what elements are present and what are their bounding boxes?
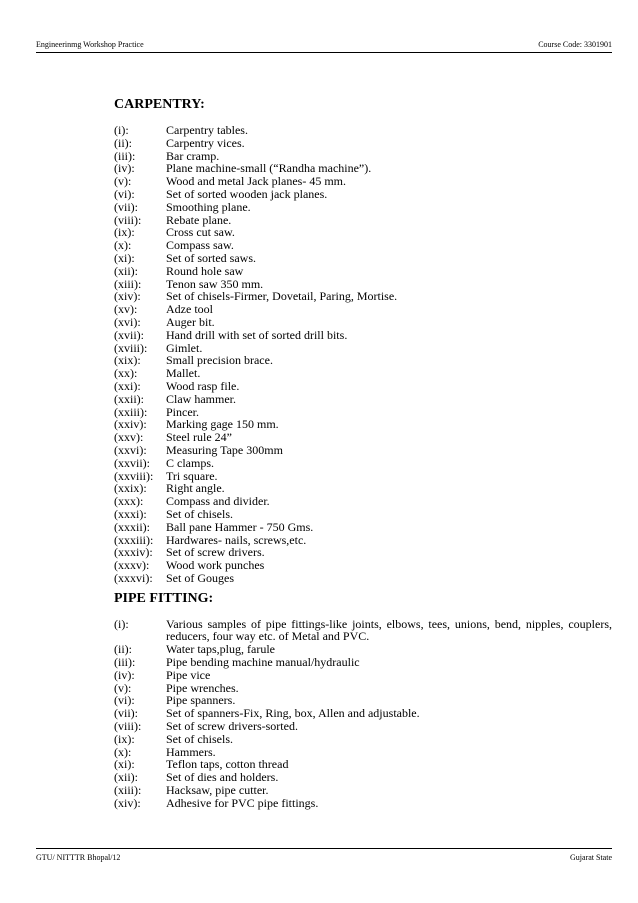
item-text: Mallet. — [166, 366, 201, 381]
item-text: Hardwares- nails, screws,etc. — [166, 532, 307, 547]
list-item — [114, 124, 612, 137]
list-item — [114, 656, 612, 669]
item-text: Set of sorted wooden jack planes. — [166, 186, 328, 201]
list-item — [114, 669, 612, 682]
item-number: (xiii): — [114, 783, 142, 798]
item-text: Various samples of pipe fittings-like joints, elbows, tees, unions, bend, nipples, couplers, reducers, four way etc. of Metal and PVC. — [166, 616, 612, 644]
pipe-fitting-list — [114, 618, 612, 810]
item-text: Hacksaw, pipe cutter. — [166, 783, 269, 798]
page-footer — [36, 853, 612, 862]
header-divider — [36, 52, 612, 53]
item-number: (ii): — [114, 642, 132, 657]
item-number: (xv): — [114, 302, 138, 317]
item-text: Measuring Tape 300mm — [166, 442, 283, 457]
list-item — [114, 393, 612, 406]
item-text: Wood rasp file. — [166, 378, 240, 393]
item-text: Marking gage 150 mm. — [166, 417, 279, 432]
list-item — [114, 252, 612, 265]
item-text: Set of screw drivers. — [166, 545, 265, 560]
item-number: (iv): — [114, 161, 135, 176]
list-item — [114, 380, 612, 393]
item-text: C clamps. — [166, 455, 214, 470]
item-text: Pipe bending machine manual/hydraulic — [166, 655, 360, 670]
list-item — [114, 495, 612, 508]
item-text: Set of screw drivers-sorted. — [166, 719, 298, 734]
item-number: (v): — [114, 680, 132, 695]
item-text: Pipe wrenches. — [166, 680, 239, 695]
list-item — [114, 521, 612, 534]
item-text: Right angle. — [166, 481, 225, 496]
course-code: Course Code: 3301901 — [538, 40, 612, 49]
item-number: (xxvii): — [114, 455, 150, 470]
item-number: (xxxv): — [114, 558, 150, 573]
item-number: (xxxiii): — [114, 532, 154, 547]
list-item — [114, 572, 612, 585]
item-text: Pipe vice — [166, 667, 211, 682]
document-body — [114, 97, 612, 810]
item-text: Round hole saw — [166, 263, 244, 278]
list-item — [114, 733, 612, 746]
item-number: (xxxiv): — [114, 545, 153, 560]
footer-institution: GTU/ NITTTR Bhopal/12 — [36, 853, 121, 862]
item-text: Plane machine-small (“Randha machine”). — [166, 161, 372, 176]
item-text: Carpentry tables. — [166, 123, 248, 137]
item-number: (xiv): — [114, 289, 141, 304]
section-title-pipe-fitting: PIPE FITTING: — [114, 590, 214, 606]
item-text: Adze tool — [166, 302, 213, 317]
item-text: Adhesive for PVC pipe fittings. — [166, 795, 319, 810]
list-item — [114, 797, 612, 810]
item-text: Wood work punches — [166, 558, 265, 573]
item-text: Gimlet. — [166, 340, 203, 355]
item-text: Tenon saw 350 mm. — [166, 276, 264, 291]
item-number: (xxxvi): — [114, 570, 153, 585]
item-text: Claw hammer. — [166, 391, 236, 406]
item-number: (iii): — [114, 655, 136, 670]
item-text: Pipe spanners. — [166, 693, 236, 708]
item-number: (iv): — [114, 667, 135, 682]
item-number: (xi): — [114, 757, 135, 772]
item-number: (vi): — [114, 693, 135, 708]
item-number: (xxix): — [114, 481, 147, 496]
item-text: Rebate plane. — [166, 212, 232, 227]
pipe-fitting-section — [114, 591, 612, 810]
list-item — [114, 329, 612, 342]
item-number: (xviii): — [114, 340, 148, 355]
item-number: (xii): — [114, 770, 138, 785]
item-number: (viii): — [114, 212, 142, 227]
item-text: Auger bit. — [166, 314, 215, 329]
item-text: Compass saw. — [166, 238, 234, 253]
item-number: (xxv): — [114, 430, 144, 445]
item-text: Teflon taps, cotton thread — [166, 757, 289, 772]
item-number: (xxxi): — [114, 506, 147, 521]
item-number: (xxiv): — [114, 417, 147, 432]
header-title: Engineerinmg Workshop Practice — [36, 40, 144, 49]
item-text: Set of chisels. — [166, 506, 233, 521]
item-number: (xxxii): — [114, 519, 150, 534]
item-number: (x): — [114, 744, 132, 759]
section-title-carpentry: CARPENTRY: — [114, 97, 205, 112]
item-number: (xxvi): — [114, 442, 147, 457]
item-number: (xvii): — [114, 327, 144, 342]
item-text: Bar cramp. — [166, 148, 220, 163]
item-text: Smoothing plane. — [166, 199, 251, 214]
item-text: Tri square. — [166, 468, 218, 483]
item-text: Set of spanners-Fix, Ring, box, Allen and adjustable. — [166, 706, 420, 721]
item-number: (xxviii): — [114, 468, 154, 483]
item-text: Wood and metal Jack planes- 45 mm. — [166, 174, 346, 189]
item-text: Set of sorted saws. — [166, 250, 256, 265]
item-number: (xx): — [114, 366, 138, 381]
list-item — [114, 316, 612, 329]
item-number: (xi): — [114, 250, 135, 265]
item-text: Pincer. — [166, 404, 199, 419]
item-text: Hand drill with set of sorted drill bits. — [166, 327, 348, 342]
item-number: (xii): — [114, 263, 138, 278]
page-header — [36, 40, 612, 49]
list-item — [114, 508, 612, 521]
item-text: Set of Gouges — [166, 570, 234, 585]
item-number: (vii): — [114, 199, 138, 214]
list-item — [114, 265, 612, 278]
item-number: (xxiii): — [114, 404, 148, 419]
list-item — [114, 720, 612, 733]
item-number: (xix): — [114, 353, 141, 368]
item-number: (vii): — [114, 706, 138, 721]
item-text: Ball pane Hammer - 750 Gms. — [166, 519, 314, 534]
item-text: Small precision brace. — [166, 353, 273, 368]
item-number: (xxi): — [114, 378, 141, 393]
list-item — [114, 559, 612, 572]
list-item — [114, 784, 612, 797]
list-item — [114, 618, 612, 644]
item-text: Set of dies and holders. — [166, 770, 279, 785]
list-item — [114, 137, 612, 150]
item-text: Steel rule 24” — [166, 430, 232, 445]
item-text: Set of chisels-Firmer, Dovetail, Paring, Mortise. — [166, 289, 398, 304]
footer-state: Gujarat State — [570, 853, 612, 862]
item-number: (xvi): — [114, 314, 141, 329]
item-number: (viii): — [114, 719, 142, 734]
item-number: (iii): — [114, 148, 136, 163]
item-text: Cross cut saw. — [166, 225, 235, 240]
item-number: (xiii): — [114, 276, 142, 291]
list-item — [114, 457, 612, 470]
item-number: (ii): — [114, 135, 132, 150]
item-text: Water taps,plug, farule — [166, 642, 275, 657]
item-number: (i): — [114, 123, 129, 137]
footer-divider — [36, 848, 612, 849]
item-number: (x): — [114, 238, 132, 253]
item-number: (ix): — [114, 731, 135, 746]
item-number: (xxii): — [114, 391, 144, 406]
carpentry-section — [114, 97, 612, 585]
list-item — [114, 201, 612, 214]
carpentry-list — [114, 124, 612, 585]
item-number: (xiv): — [114, 795, 141, 810]
item-number: (xxx): — [114, 494, 144, 509]
item-number: (vi): — [114, 186, 135, 201]
item-text: Hammers. — [166, 744, 216, 759]
item-text: Carpentry vices. — [166, 135, 245, 150]
item-text: Set of chisels. — [166, 731, 233, 746]
list-item — [114, 444, 612, 457]
item-number: (i): — [114, 616, 129, 631]
item-text: Compass and divider. — [166, 494, 270, 509]
item-number: (ix): — [114, 225, 135, 240]
list-item — [114, 188, 612, 201]
item-number: (v): — [114, 174, 132, 189]
list-item — [114, 431, 612, 444]
